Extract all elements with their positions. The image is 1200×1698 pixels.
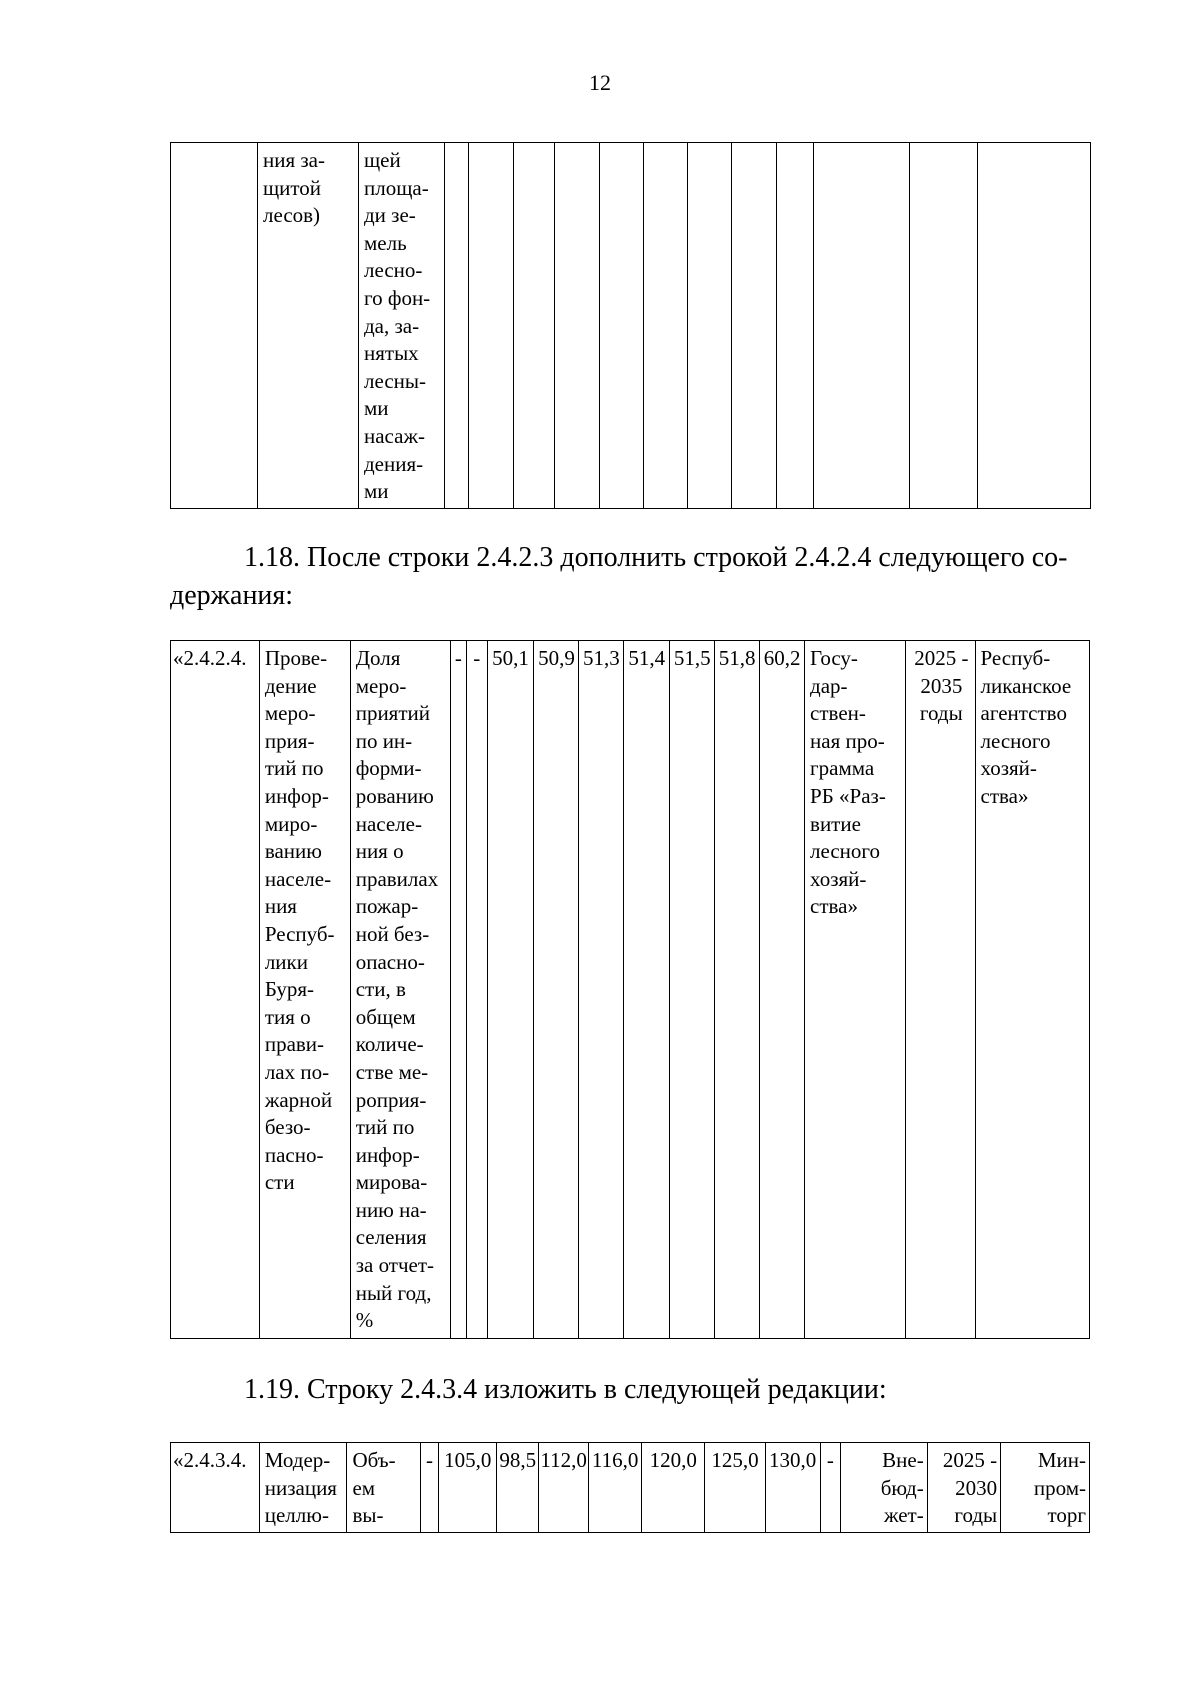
measure-cell: Модер- низация целлю-: [259, 1443, 347, 1533]
value-cell: 120,0: [642, 1443, 705, 1533]
table-cell: [910, 143, 978, 509]
value-cell: 51,5: [670, 641, 715, 1339]
measure-cell: Прове- дение меро- прия- тий по инфор- миро- ванию населе- ния Респуб- лики Буря- тия о прави- лах по- жарной безо- пасно- сти: [259, 641, 350, 1339]
value-cell: 60,2: [760, 641, 805, 1339]
value-cell: -: [420, 1443, 438, 1533]
table-cell: [814, 143, 910, 509]
value-cell: 105,0: [439, 1443, 497, 1533]
table-cell-indicator: щей площа- ди зе- мель лесно- го фон- да, за- нятых лесны- ми насаж- дения- ми: [359, 143, 445, 509]
executor-cell: Мин- пром- торг: [1001, 1443, 1090, 1533]
row-number: «2.4.3.4.: [171, 1443, 260, 1533]
table-row: [171, 1443, 1090, 1533]
table-cell: [978, 143, 1091, 509]
value-cell: 116,0: [589, 1443, 642, 1533]
table-cell-measure: ния за- щитой лесов): [258, 143, 359, 509]
paragraph-line: 1.19. Строку 2.4.3.4 изложить в следующей редакции:: [244, 1374, 887, 1405]
program-cell: Госу- дар- ствен- ная про- грамма РБ «Раз- витие лесного хозяй- ства»: [805, 641, 906, 1339]
table-cell: [171, 143, 258, 509]
table-cell: [514, 143, 555, 509]
period-cell: 2025 - 2030 годы: [927, 1443, 1000, 1533]
table-continuation: [170, 142, 1091, 509]
paragraph-line: 1.18. После строки 2.4.2.3 дополнить строкой 2.4.2.4 следующего со-: [244, 542, 1068, 573]
value-cell: 50,1: [487, 641, 534, 1339]
indicator-cell: Объ- ем вы-: [347, 1443, 420, 1533]
paragraph-line: держания:: [170, 580, 294, 611]
paragraph-1-19: [170, 1371, 1090, 1409]
page-number: 12: [589, 70, 611, 95]
table-cell: [732, 143, 777, 509]
value-cell: -: [820, 1443, 840, 1533]
table-cell: [555, 143, 600, 509]
table-cell: [600, 143, 644, 509]
value-cell: 51,4: [624, 641, 670, 1339]
table-cell: [688, 143, 732, 509]
table-cell: [644, 143, 688, 509]
value-cell: 51,3: [579, 641, 624, 1339]
table-row: [171, 641, 1090, 1339]
paragraph-1-18: [170, 539, 1090, 615]
value-cell: 125,0: [705, 1443, 765, 1533]
value-cell: 50,9: [534, 641, 579, 1339]
value-cell: 98,5: [497, 1443, 539, 1533]
table-row-2-4-2-4: [170, 640, 1090, 1339]
value-cell: -: [450, 641, 466, 1339]
indicator-cell: Доля меро- приятий по ин- форми- рованию населе- ния о правилах пожар- ной без- опасно- сти, в общем количе- стве ме- роприя- тий по инфор- мирова- нию на- селения за отчет- ный год, %: [350, 641, 450, 1339]
source-cell: Вне- бюд- жет-: [841, 1443, 928, 1533]
value-cell: 112,0: [539, 1443, 589, 1533]
value-cell: 130,0: [765, 1443, 820, 1533]
period-cell: 2025 - 2035 годы: [906, 641, 975, 1339]
table-row: [171, 143, 1091, 509]
value-cell: -: [467, 641, 487, 1339]
table-row-2-4-3-4: [170, 1442, 1090, 1533]
table-cell: [445, 143, 469, 509]
value-cell: 51,8: [715, 641, 760, 1339]
table-cell: [469, 143, 514, 509]
table-cell: [777, 143, 814, 509]
row-number: «2.4.2.4.: [171, 641, 260, 1339]
executor-cell: Респуб- ликанское агентство лесного хозяй- ства»: [975, 641, 1089, 1339]
